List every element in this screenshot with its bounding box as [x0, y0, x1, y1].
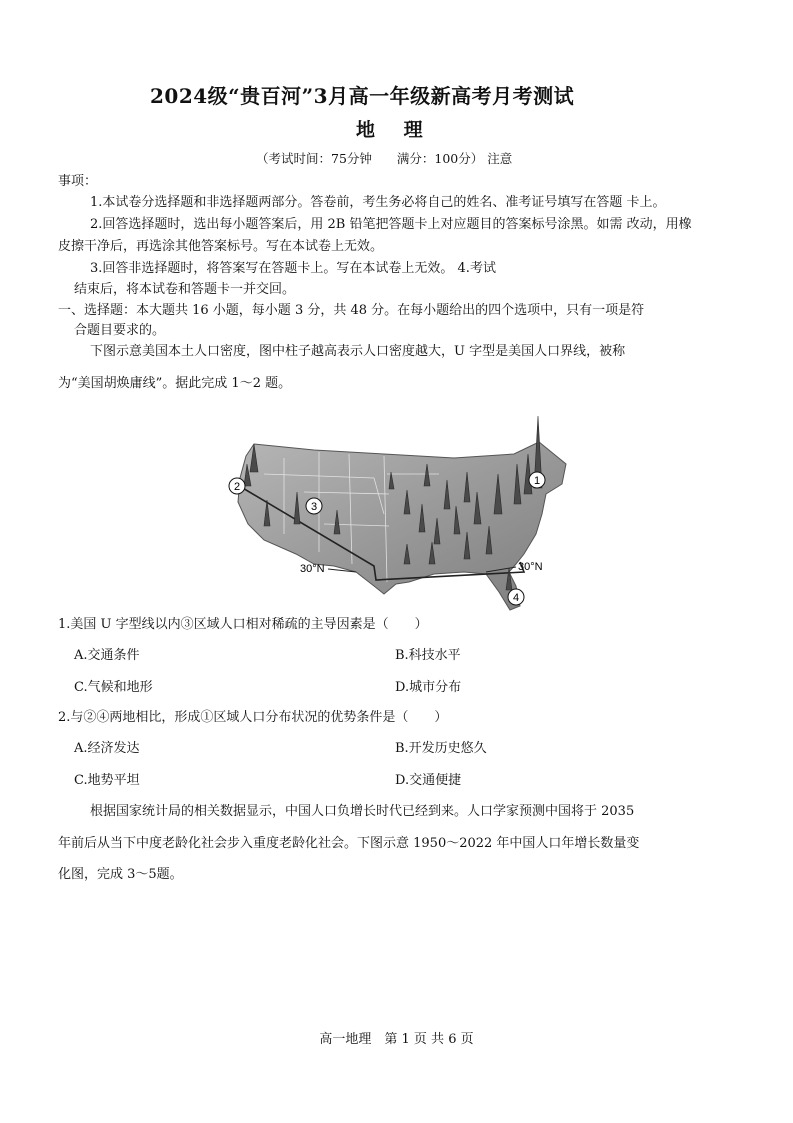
- note-3-line-1: 3.回答非选择题时，将答案写在答题卡上。写在本试卷上无效。 4.考试: [90, 261, 496, 276]
- note-1: 1.本试卷分选择题和非选择题两部分。答卷前，考生务必将自己的姓名、准考证号填写在答题 卡上。: [90, 195, 666, 210]
- section-heading-line-1: 一、选择题：本大题共 16 小题，每小题 3 分，共 48 分。在每小题给出的四个选项中，只有一项是符: [58, 303, 645, 318]
- q1-option-a[interactable]: A.交通条件: [74, 648, 140, 663]
- lat-label-right: 30°N: [518, 561, 543, 573]
- marker-3-label: 3: [310, 501, 318, 513]
- notes-heading: 事项：: [58, 174, 98, 189]
- lat-label-left: 30°N: [300, 563, 325, 575]
- exam-title: 2024级“贵百河”3月高一年级新高考月考测试: [150, 84, 575, 108]
- q2-stem: 2.与②④两地相比，形成①区域人口分布状况的优势条件是（ ）: [58, 710, 448, 725]
- passage-line-2: 年前后从当下中度老龄化社会步入重度老龄化社会。下图示意 1950～2022 年中国人口年增长数量变: [58, 836, 640, 851]
- passage-line-3: 化图，完成 3～5题。: [58, 867, 183, 882]
- passage-line-1: 根据国家统计局的相关数据显示，中国人口负增长时代已经到来。人口学家预测中国将于 2035: [90, 804, 635, 819]
- page-footer: 高一地理 第 1 页 共 6 页: [319, 1032, 474, 1047]
- note-2-line-2: 皮擦干净后，再选涂其他答案标号。写在本试卷上无效。: [58, 239, 384, 254]
- note-3-line-2: 结束后，将本试卷和答题卡一并交回。: [74, 282, 296, 297]
- map-svg: [224, 414, 576, 614]
- marker-4: [508, 589, 524, 605]
- q2-option-c[interactable]: C.地势平坦: [74, 773, 140, 788]
- q2-option-b[interactable]: B.开发历史悠久: [395, 741, 487, 756]
- intro-line-2: 为“美国胡焕庸线”。据此完成 1～2 题。: [58, 376, 292, 391]
- us-population-density-map: [224, 414, 576, 614]
- q1-option-b[interactable]: B.科技水平: [395, 648, 461, 663]
- q1-stem: 1.美国 U 字型线以内③区域人口相对稀疏的主导因素是（ ）: [58, 617, 428, 632]
- marker-2: [229, 478, 245, 494]
- marker-2-label: 2: [233, 481, 241, 493]
- marker-1-label: 1: [533, 475, 541, 487]
- intro-line-1: 下图示意美国本土人口密度，图中柱子越高表示人口密度越大，U 字型是美国人口界线，被称: [90, 344, 626, 359]
- q1-option-d[interactable]: D.城市分布: [395, 680, 462, 695]
- section-heading-line-2: 合题目要求的。: [74, 323, 166, 338]
- marker-4-label: 4: [512, 592, 520, 604]
- q2-option-d[interactable]: D.交通便捷: [395, 773, 462, 788]
- marker-3: [306, 498, 322, 514]
- q1-option-c[interactable]: C.气候和地形: [74, 680, 153, 695]
- exam-info: （考试时间：75分钟 满分：100分） 注意: [256, 151, 513, 166]
- q2-option-a[interactable]: A.经济发达: [74, 741, 140, 756]
- marker-1: [529, 472, 545, 488]
- note-2-line-1: 2.回答选择题时，选出每小题答案后，用 2B 铅笔把答题卡上对应题目的答案标号涂黑。如需 改动，用橡: [90, 217, 692, 232]
- subject-title: 地 理: [356, 119, 423, 141]
